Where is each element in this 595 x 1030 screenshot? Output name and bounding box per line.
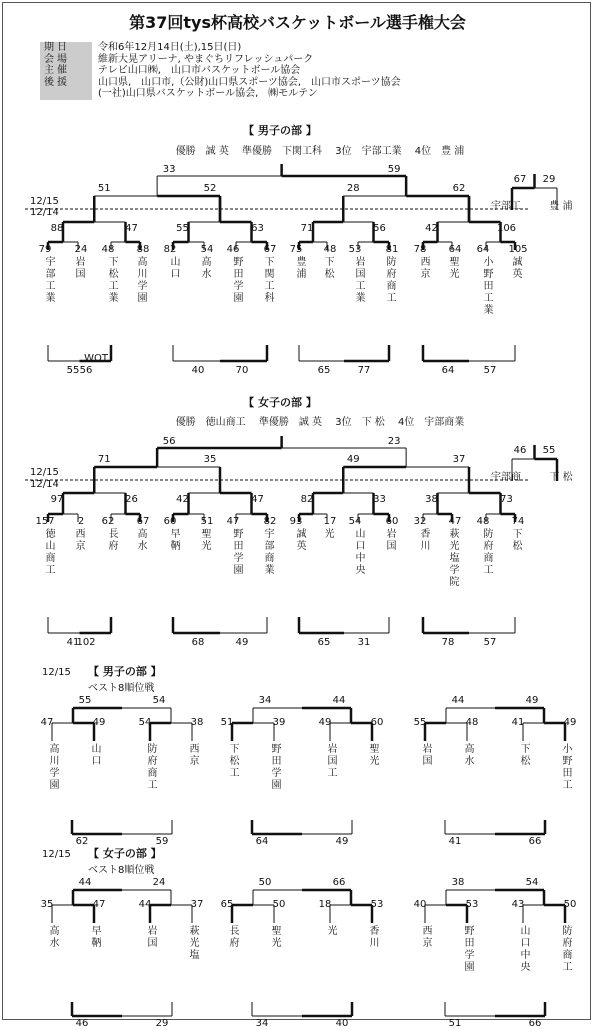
score: 53 — [465, 899, 479, 910]
page-title: 第37回tys杯高校バスケットボール選手権大会 — [129, 13, 466, 32]
score: 28 — [346, 183, 360, 194]
team-name: 長府 — [106, 528, 117, 552]
score: 48 — [323, 244, 337, 255]
score: 64 — [255, 836, 269, 847]
score: 70 — [235, 365, 249, 376]
team-name: 山口中央 — [353, 528, 364, 576]
score: 64 — [441, 365, 455, 376]
best8-women-date: 12/15 — [42, 849, 71, 860]
score: 50 — [563, 899, 577, 910]
team-name: 西京 — [420, 925, 431, 949]
score: 62 — [75, 836, 89, 847]
score: 65 — [317, 365, 331, 376]
score: 44 — [451, 695, 465, 706]
best8-women-sub: ベスト8順位戦 — [88, 865, 155, 876]
score: 18 — [318, 899, 332, 910]
score: 29 — [155, 1018, 169, 1029]
team-name: 西京 — [73, 528, 84, 552]
score: 78 — [413, 244, 427, 255]
score: 49 — [335, 836, 349, 847]
team-name: 高水 — [135, 528, 146, 552]
score: 35 — [40, 899, 54, 910]
info-label: 会場 — [40, 54, 92, 66]
score: 29 — [542, 174, 556, 185]
score: 63 — [251, 223, 264, 234]
team-name: 萩光塩学院 — [447, 528, 458, 588]
score: 51 — [448, 1018, 462, 1029]
score: 47 — [40, 717, 54, 728]
score: 32 — [413, 516, 427, 527]
team-name: 光 — [322, 528, 333, 540]
team-name: 山口 — [168, 256, 179, 280]
score: 41 — [448, 836, 462, 847]
score: 62 — [101, 516, 115, 527]
team-name: 聖光 — [269, 925, 280, 949]
score: 40 — [191, 365, 205, 376]
score: 44 — [78, 877, 92, 888]
best8-women-heading: 【 女子の部 】 — [88, 847, 162, 860]
team-name: 岩国工 — [325, 743, 336, 779]
team-name: 早鞆 — [89, 925, 100, 949]
score: 35 — [203, 454, 217, 465]
score: 26 — [125, 494, 138, 505]
score: 105 — [508, 244, 528, 255]
team-name: 西京 — [418, 256, 429, 280]
score: 42 — [176, 494, 189, 505]
score: 88 — [136, 244, 150, 255]
score: 54 — [138, 717, 152, 728]
team-name: 萩光塩 — [187, 925, 198, 961]
score: 67 — [513, 174, 527, 185]
score: 43 — [511, 899, 525, 910]
score: 31 — [357, 637, 371, 648]
score: 47 — [92, 899, 106, 910]
team-name: 光 — [325, 925, 336, 937]
score: 66 — [528, 836, 542, 847]
score: 81 — [385, 244, 399, 255]
team-name: 聖光 — [199, 528, 210, 552]
team-name: 誠英 — [510, 256, 521, 280]
score: 55 — [66, 365, 80, 376]
info-label: 後援 — [40, 77, 92, 89]
score: 54 — [525, 877, 539, 888]
score: 24 — [152, 877, 166, 888]
date-label: 12/15 — [30, 196, 59, 207]
score: 54 — [152, 695, 166, 706]
women-results: 優勝 徳山商工 準優勝 誠 英 3位 下 松 4位 宇部商業 — [175, 417, 465, 428]
score: 56 — [373, 223, 386, 234]
team-name: 宇部工 — [491, 201, 521, 212]
score: 102 — [76, 637, 96, 648]
team-name: 高水 — [47, 925, 58, 949]
score: 2 — [77, 516, 85, 527]
score: 97 — [50, 494, 64, 505]
date-label: 12/15 — [30, 467, 59, 478]
score: 37 — [190, 899, 204, 910]
team-name: 下松工 — [227, 743, 238, 779]
info-label: 期日 — [40, 42, 92, 54]
score: 66 — [528, 1018, 542, 1029]
team-name: 早鞆 — [168, 528, 179, 552]
team-name: 香川 — [367, 925, 378, 949]
score: 51 — [200, 516, 214, 527]
score: 46 — [226, 244, 240, 255]
score: 40 — [335, 1018, 349, 1029]
score: 79 — [38, 244, 52, 255]
score: 57 — [483, 637, 497, 648]
score: 74 — [511, 516, 525, 527]
women-heading: 【 女子の部 】 — [243, 396, 317, 409]
score: 59 — [387, 164, 401, 175]
score: 23 — [387, 436, 401, 447]
score: 46 — [513, 445, 527, 456]
score: 34 — [255, 1018, 269, 1029]
score: 78 — [441, 637, 455, 648]
score: 49 — [92, 717, 106, 728]
score: 82 — [263, 516, 277, 527]
score: 106 — [496, 223, 517, 234]
team-name: 高川学園 — [135, 256, 146, 304]
team-name: 防府商工 — [145, 743, 156, 791]
team-name: 高水 — [199, 256, 210, 280]
best8-men-date: 12/15 — [42, 667, 71, 678]
team-name: 豊浦 — [294, 256, 305, 280]
team-name: 岩国工業 — [353, 256, 364, 304]
team-name: 下松 — [322, 256, 333, 280]
score: 77 — [357, 365, 371, 376]
score: 48 — [101, 244, 115, 255]
team-name: 岩国 — [384, 528, 395, 552]
team-name: 香川 — [418, 528, 429, 552]
score: 157 — [35, 516, 55, 527]
score: 44 — [138, 899, 152, 910]
score: 73 — [500, 494, 513, 505]
score: 55 — [176, 223, 189, 234]
team-name: 防府商工 — [481, 528, 492, 576]
score: 71 — [300, 223, 314, 234]
score: 53 — [370, 899, 384, 910]
score: 17 — [323, 516, 337, 527]
score: 67 — [136, 516, 150, 527]
score: 82 — [300, 494, 314, 505]
score: 60 — [163, 516, 177, 527]
info-value: テレビ山口㈱, 山口市バスケットボール協会 — [98, 65, 301, 76]
score: 60 — [385, 516, 399, 527]
score: 64 — [448, 244, 462, 255]
score: 55 — [413, 717, 427, 728]
score: 65 — [220, 899, 234, 910]
team-name: 下関工科 — [262, 256, 273, 304]
score: 55 — [542, 445, 556, 456]
team-name: 小野田工業 — [481, 256, 492, 316]
score: 37 — [452, 454, 466, 465]
score: 38 — [190, 717, 204, 728]
team-name: 小野田工 — [560, 743, 571, 791]
team-name: 高水 — [462, 743, 473, 767]
score: 56 — [79, 365, 93, 376]
team-name: 山口中央 — [518, 925, 529, 973]
score: 41 — [511, 717, 525, 728]
score: 33 — [162, 164, 176, 175]
score: 60 — [370, 717, 384, 728]
team-name: 宇部工業 — [43, 256, 54, 304]
score: 57 — [483, 365, 497, 376]
team-name: 長府 — [227, 925, 238, 949]
score: 39 — [272, 717, 286, 728]
score: 48 — [465, 717, 479, 728]
score: 68 — [191, 637, 205, 648]
score: 49 — [235, 637, 249, 648]
score: 49 — [563, 717, 577, 728]
score: 88 — [50, 223, 64, 234]
score: 41 — [66, 637, 80, 648]
score: 34 — [258, 695, 272, 706]
team-name: 山口 — [89, 743, 100, 767]
team-name: 聖光 — [447, 256, 458, 280]
score: 53 — [348, 244, 362, 255]
team-name: 野田学園 — [462, 925, 473, 973]
info-value: 維新大晃アリーナ, やまぐちリフレッシュパーク — [98, 53, 314, 65]
score: 47 — [125, 223, 138, 234]
score: 33 — [373, 494, 386, 505]
score: 62 — [452, 183, 466, 194]
team-name: 西京 — [187, 743, 198, 767]
score: 51 — [97, 183, 111, 194]
team-name: 豊 浦 — [549, 201, 573, 212]
info-value: (一社)山口県バスケットボール協会, ㈱モルテン — [98, 88, 318, 99]
team-name: 宇部商 — [491, 472, 521, 483]
score: 44 — [332, 695, 346, 706]
wot-label: WOT — [84, 353, 108, 364]
score: 82 — [163, 244, 177, 255]
score: 49 — [318, 717, 332, 728]
score: 50 — [272, 899, 286, 910]
score: 59 — [155, 836, 169, 847]
team-name: 高川学園 — [47, 743, 58, 791]
score: 55 — [78, 695, 92, 706]
score: 54 — [200, 244, 214, 255]
score: 49 — [525, 695, 539, 706]
team-name: 野田学園 — [231, 256, 242, 304]
date-label: 12/14 — [30, 479, 59, 490]
score: 38 — [451, 877, 465, 888]
info-value: 山口県, 山口市,（公財)山口県スポーツ協会, 山口市スポーツ協会 — [98, 76, 401, 88]
score: 38 — [425, 494, 438, 505]
score: 56 — [162, 436, 176, 447]
team-name: 下 松 — [549, 472, 573, 483]
score: 24 — [74, 244, 88, 255]
score: 47 — [251, 494, 264, 505]
best8-men-sub: ベスト8順位戦 — [88, 683, 155, 694]
score: 42 — [425, 223, 438, 234]
score: 64 — [476, 244, 490, 255]
score: 66 — [332, 877, 346, 888]
score: 48 — [476, 516, 490, 527]
score: 50 — [258, 877, 272, 888]
score: 40 — [413, 899, 427, 910]
score: 46 — [75, 1018, 89, 1029]
date-label: 12/14 — [30, 207, 59, 218]
score: 52 — [203, 183, 217, 194]
score: 65 — [317, 637, 331, 648]
team-name: 岩国 — [145, 925, 156, 949]
score: 67 — [263, 244, 277, 255]
score: 49 — [346, 454, 360, 465]
team-name: 宇部商業 — [262, 528, 273, 576]
score: 47 — [448, 516, 462, 527]
score: 47 — [226, 516, 240, 527]
score: 75 — [289, 244, 303, 255]
team-name: 野田学園 — [269, 743, 280, 791]
team-name: 誠英 — [294, 528, 305, 552]
team-name: 防府商工 — [560, 925, 571, 973]
team-name: 野田学園 — [231, 528, 242, 576]
men-results: 優勝 誠 英 準優勝 下関工科 3位 宇部工業 4位 豊 浦 — [175, 146, 465, 157]
score: 54 — [348, 516, 362, 527]
info-label: 主催 — [40, 65, 92, 77]
team-name: 防府商工 — [384, 256, 395, 304]
team-name: 聖光 — [367, 743, 378, 767]
info-value: 令和6年12月14日(土),15日(日) — [98, 42, 242, 53]
score: 93 — [289, 516, 303, 527]
score: 71 — [97, 454, 111, 465]
score: 51 — [220, 717, 234, 728]
team-name: 下松工業 — [106, 256, 117, 304]
team-name: 徳山商工 — [43, 528, 54, 576]
team-name: 下松 — [518, 743, 529, 767]
team-name: 岩国 — [73, 256, 84, 280]
men-heading: 【 男子の部 】 — [243, 124, 317, 137]
best8-men-heading: 【 男子の部 】 — [88, 665, 162, 678]
team-name: 岩国 — [420, 743, 431, 767]
team-name: 下松 — [510, 528, 521, 552]
